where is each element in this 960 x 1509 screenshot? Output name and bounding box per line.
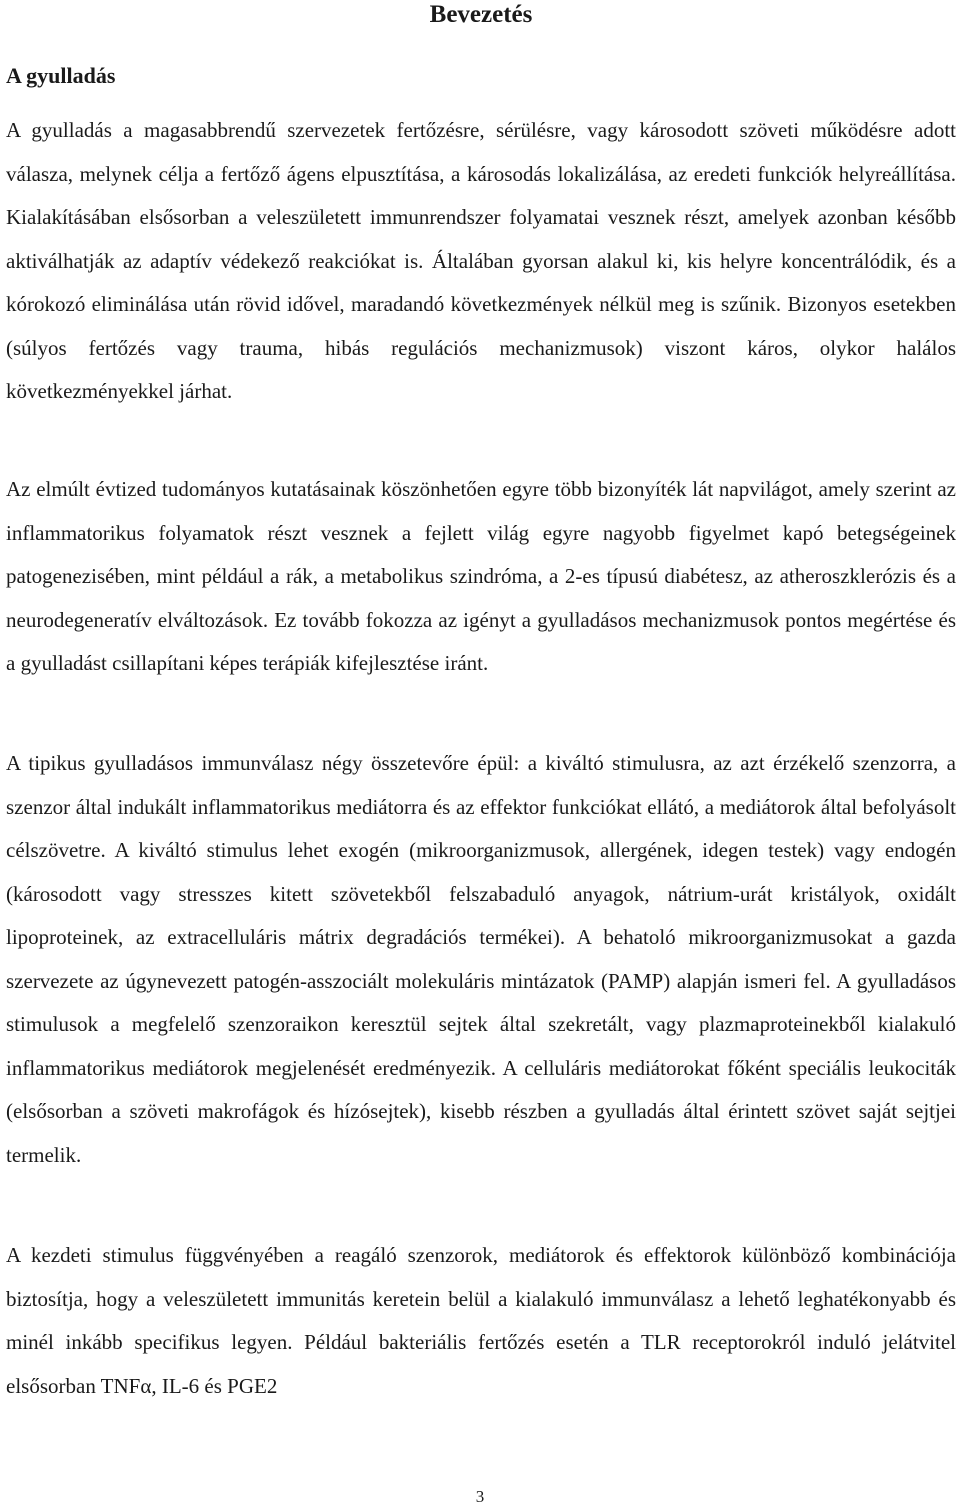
section-heading: A gyulladás	[6, 63, 116, 88]
paragraph-1: A gyulladás a magasabbrendű szervezetek fertőzésre, sérülésre, vagy károsodott szöveti működésre adott válasza, melynek célja a fertőző ágens elpusztítása, a károsodás lokalizálása, az eredeti funkciók helyreállítása. Kialakításában elsősorban a veleszületett immunrendszer folyamatai vesznek részt, amelyek azonban később aktiválhatják az adaptív védekező reakciókat is. Általában gyorsan alakul ki, kis helyre koncentrálódik, és a kórokozó eliminálása után rövid idővel, maradandó következmények nélkül meg is szűnik. Bizonyos esetekben (súlyos fertőzés vagy trauma, hibás regulációs mechanizmusok) viszont káros, olykor halálos következményekkel járhat.	[6, 118, 956, 403]
paragraph-2: Az elmúlt évtized tudományos kutatásainak köszönhetően egyre több bizonyíték lát napvilágot, amely szerint az inflammatorikus folyamatok részt vesznek a fejlett világ egyre nagyobb figyelmet kapó betegségeinek patogenezisében, mint például a rák, a metabolikus szindróma, a 2-es típusú diabétesz, az atheroszklerózis és a neurodegeneratív elváltozások. Ez tovább fokozza az igényt a gyulladásos mechanizmusok pontos megértése és a gyulladást csillapítani képes terápiák kifejlesztése iránt.	[6, 477, 956, 675]
paragraph-3: A tipikus gyulladásos immunválasz négy összetevőre épül: a kiváltó stimulusra, az azt érzékelő szenzorra, a szenzor által indukált inflammatorikus mediátorra és az effektor funkciókat ellátó, a mediátorok által befolyásolt célszövetre. A kiváltó stimulus lehet exogén (mikroorganizmusok, allergének, idegen testek) vagy endogén (károsodott vagy stresszes kitett szövetekből felszabaduló anyagok, nátrium-urát kristályok, oxidált lipoproteinek, az extracelluláris mátrix degradációs termékei). A behatoló mikroorganizmusokat a gazda szervezete az úgynevezett patogén-asszociált molekuláris mintázatok (PAMP) alapján ismeri fel. A gyulladásos stimulusok a megfelelő szenzoraikon keresztül sejtek által szekretált, vagy plazmaproteinekből kialakuló inflammatorikus mediátorok megjelenését eredményezik. A celluláris mediátorokat főként speciális leukociták (elsősorban a szöveti makrofágok és hízósejtek), kisebb részben a gyulladás által érintett szövet saját sejtjei termelik.	[6, 751, 956, 1167]
document-page	[6, 0, 956, 1398]
paragraph-4: A kezdeti stimulus függvényében a reagáló szenzorok, mediátorok és effektorok különböző kombinációja biztosítja, hogy a veleszületett immunitás keretein belül a kialakuló immunválasz a lehető leghatékonyabb és minél inkább specifikus legyen. Például bakteriális fertőzés esetén a TLR receptorokról induló jelátvitel elsősorban TNFα, IL-6 és PGE2	[6, 1243, 956, 1398]
page-number: 3	[475, 1487, 485, 1506]
page-title: Bevezetés	[429, 1, 533, 28]
